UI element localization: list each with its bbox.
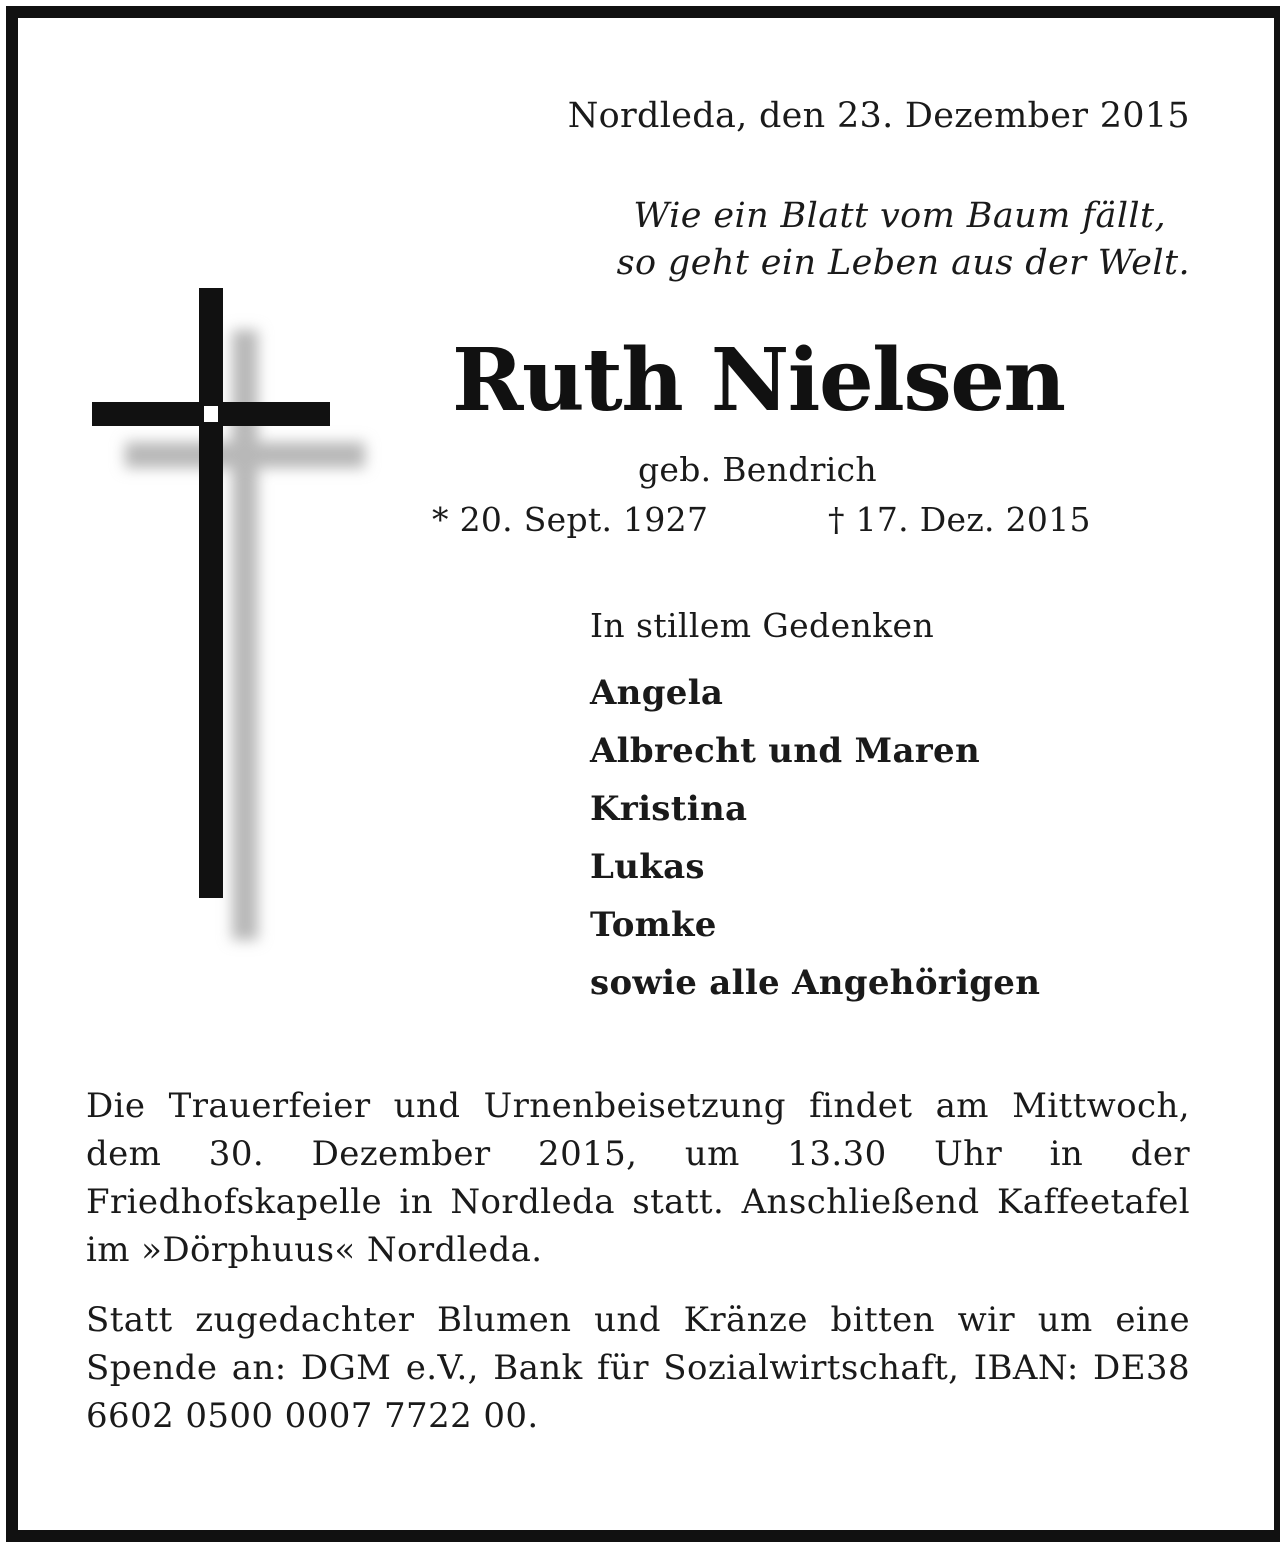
mourner-name: sowie alle Angehörigen xyxy=(590,963,1041,1003)
mourner-name: Angela xyxy=(590,673,724,713)
deceased-name: Ruth Nielsen xyxy=(452,330,1065,431)
birth-date: * 20. Sept. 1927 xyxy=(432,500,709,539)
memory-intro: In stillem Gedenken xyxy=(590,606,935,645)
mourner-list xyxy=(590,668,1040,1016)
maiden-name: geb. Bendrich xyxy=(638,450,877,489)
death-date: † 17. Dez. 2015 xyxy=(828,500,1091,539)
donation-info: Statt zugedachter Blumen und Kränze bitten wir um eine Spende an: DGM e.V., Bank für Sozialwirtschaft, IBAN: DE38 6602 0500 0007 7722 00. xyxy=(86,1300,1190,1436)
mourner-name: Tomke xyxy=(590,905,717,945)
motto-line-1: Wie ein Blatt vom Baum fällt, xyxy=(633,196,1166,236)
mourner-name: Lukas xyxy=(590,847,705,887)
motto-line-2: so geht ein Leben aus der Welt. xyxy=(616,243,1190,283)
mourner-name: Albrecht und Maren xyxy=(590,731,980,771)
place-date: Nordleda, den 23. Dezember 2015 xyxy=(567,96,1190,136)
funeral-info: Die Trauerfeier und Urnenbeisetzung findet am Mittwoch, dem 30. Dezember 2015, um 13.30 Uhr in der Friedhofskapelle in Nordleda statt. Anschließend Kaffeetafel im »Dörphuus« Nordleda. xyxy=(86,1086,1190,1270)
cross-body xyxy=(92,288,330,898)
cross-icon xyxy=(80,280,390,970)
cross-center-mark xyxy=(204,406,218,422)
mourner-name: Kristina xyxy=(590,789,748,829)
